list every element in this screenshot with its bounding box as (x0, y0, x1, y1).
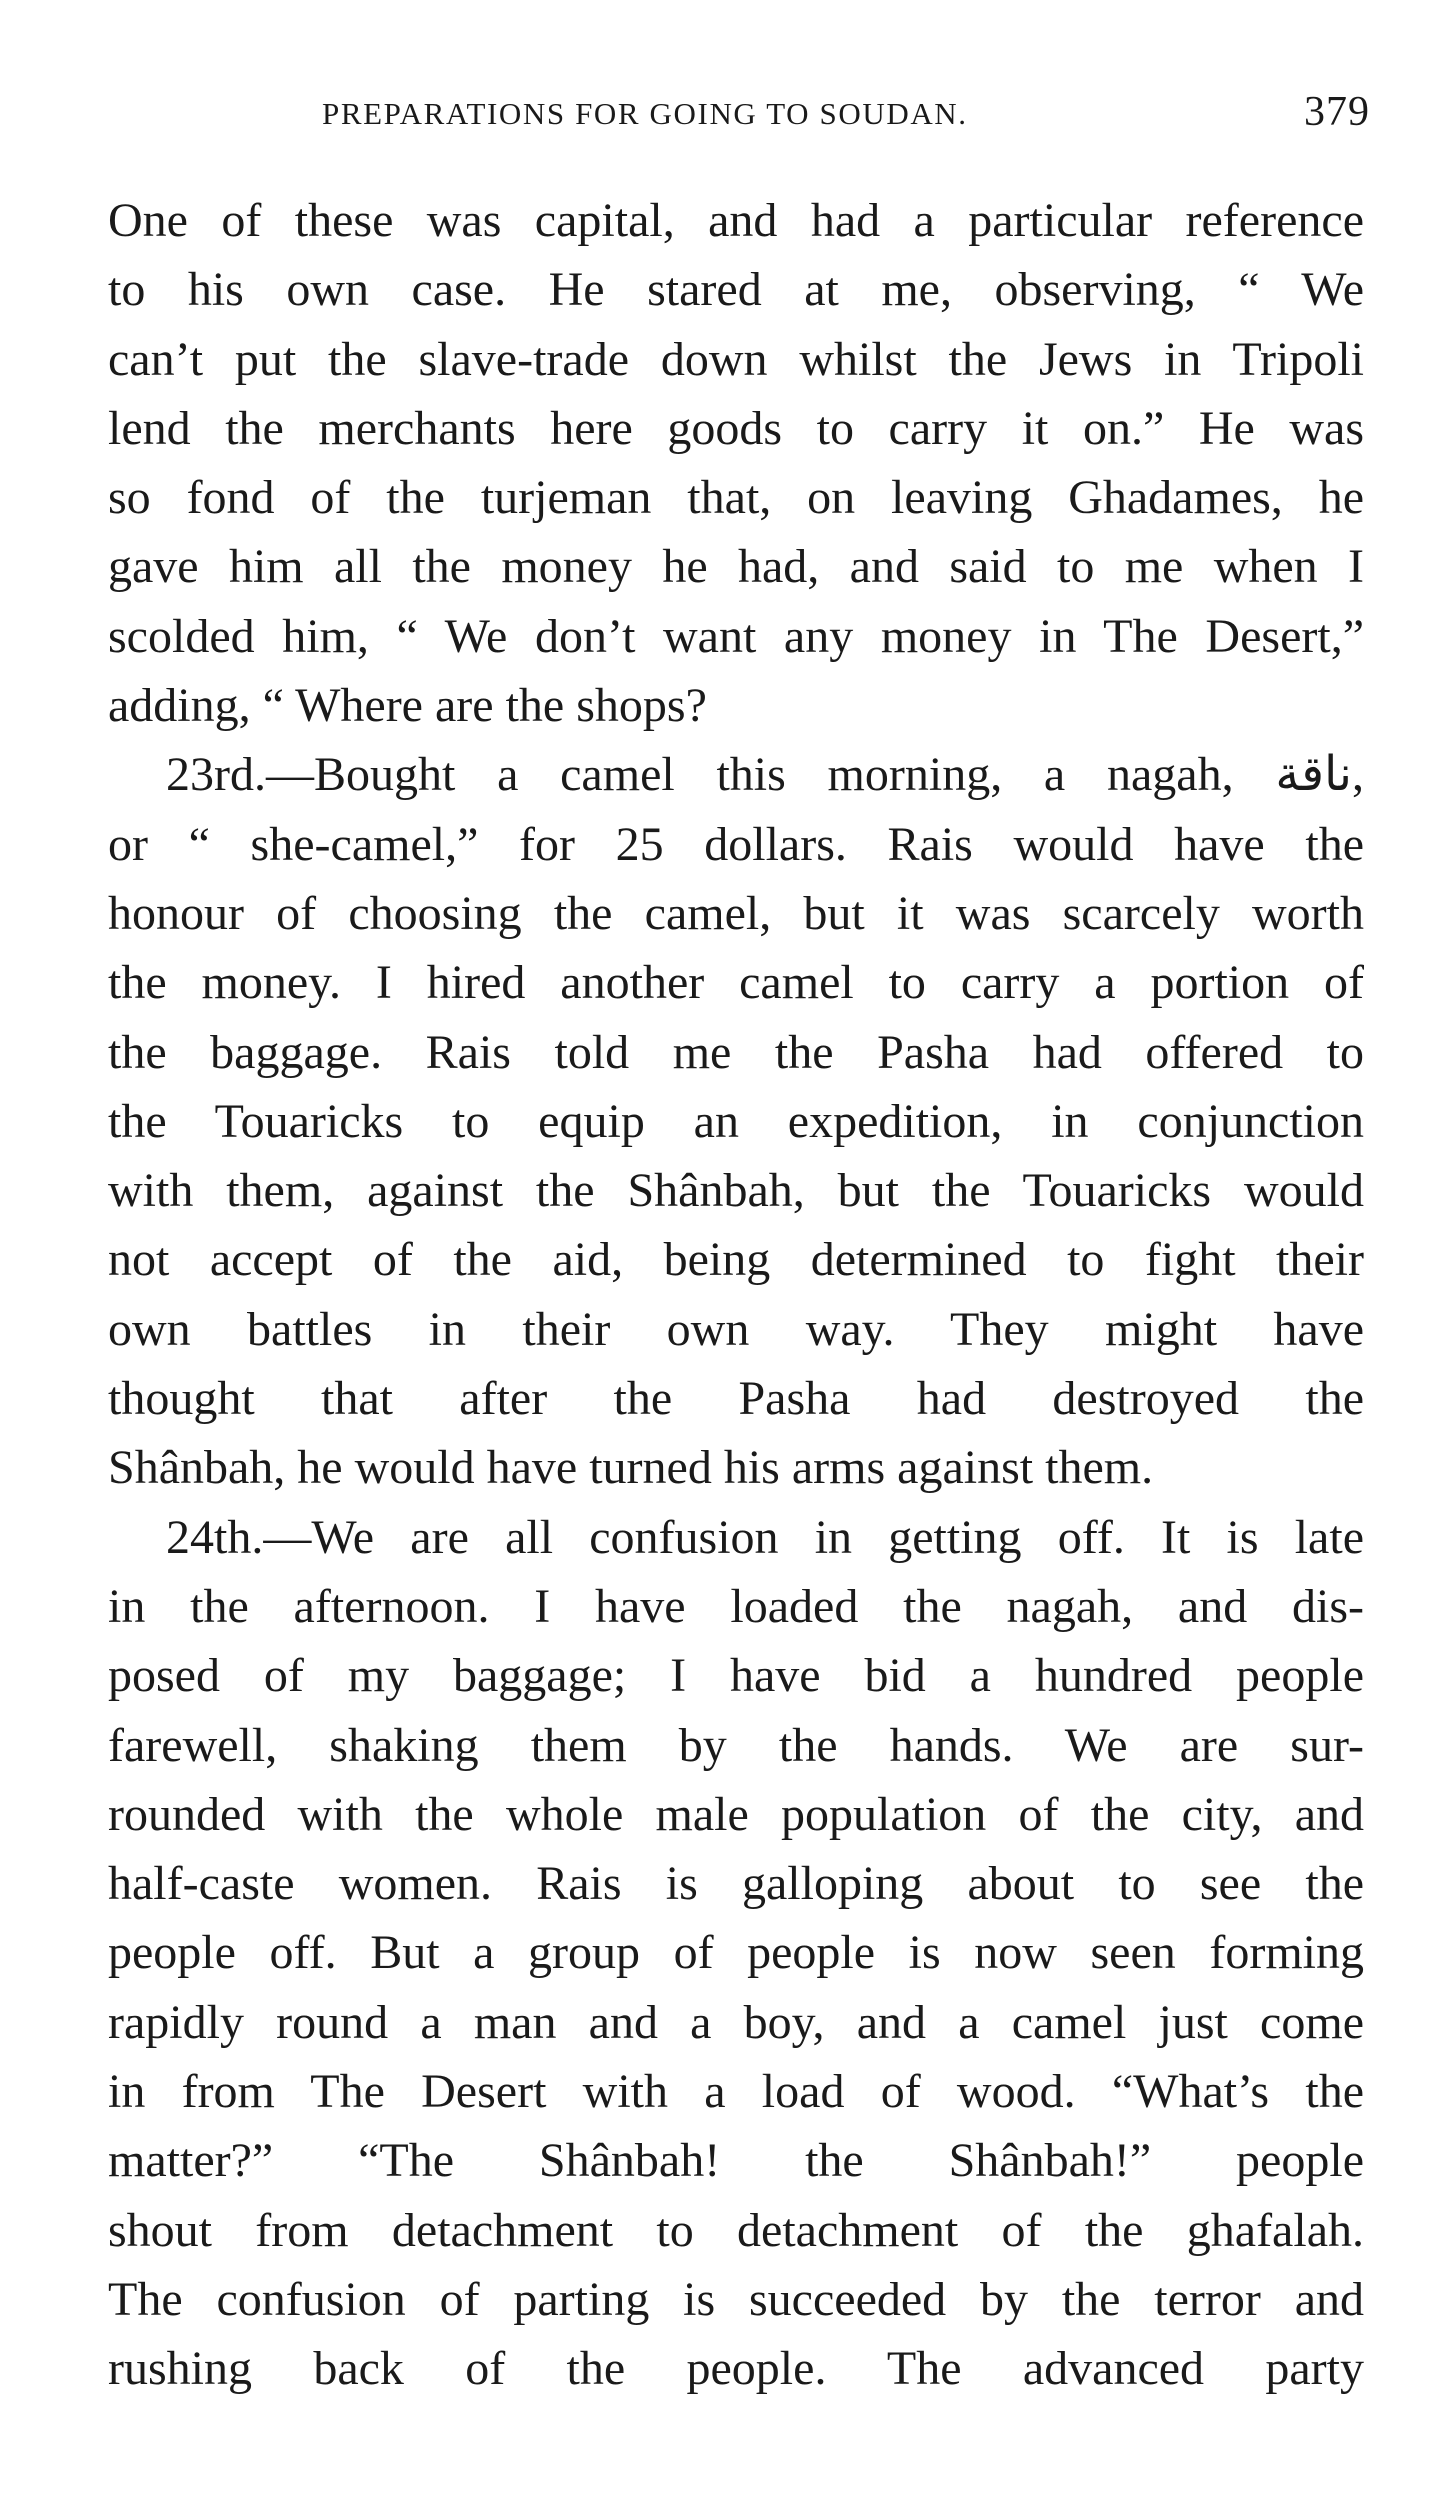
text-line: the Touaricks to equip an expedition, in conjunction (108, 1094, 1364, 1148)
text-line: with them, against the Shânbah, but the Touaricks would (108, 1164, 1364, 1218)
text-line: rapidly round a man and a boy, and a camel just come (108, 1995, 1364, 2049)
text-line: thought that after the Pasha had destroyed the (108, 1372, 1364, 1426)
text-line: honour of choosing the camel, but it was scarcely worth (108, 886, 1364, 940)
text-line: 23rd.—Bought a camel this morning, a nagah, ناقة, (166, 748, 1364, 802)
text-line: shout from detachment to detachment of the ghafalah. (108, 2203, 1364, 2257)
text-line: gave him all the money he had, and said to me when I (108, 540, 1364, 594)
text-line: rounded with the whole male population of the city, and (108, 1787, 1364, 1841)
text-line: One of these was capital, and had a particular reference (108, 194, 1364, 247)
text-line: 24th.—We are all confusion in getting off. It is late (166, 1510, 1364, 1564)
text-line: lend the merchants here goods to carry it on.” He was (108, 401, 1364, 455)
text-line: The confusion of parting is succeeded by the terror and (108, 2272, 1364, 2326)
running-head: PREPARATIONS FOR GOING TO SOUDAN. (322, 96, 968, 131)
page-header (300, 88, 1370, 148)
text-line: to his own case. He stared at me, observing, “ We (108, 263, 1364, 317)
text-line: rushing back of the people. The advanced party (108, 2342, 1364, 2396)
text-line: not accept of the aid, being determined to fight their (108, 1233, 1364, 1287)
body-text (108, 186, 1364, 2404)
text-line: the baggage. Rais told me the Pasha had offered to (108, 1025, 1364, 1079)
text-line: so fond of the turjeman that, on leaving Ghadames, he (108, 471, 1364, 525)
text-line: half-caste women. Rais is galloping about to see the (108, 1857, 1364, 1911)
text-line: in from The Desert with a load of wood. “What’s the (108, 2065, 1364, 2119)
text-line: the money. I hired another camel to carry a portion of (108, 956, 1364, 1010)
text-line: people off. But a group of people is now seen forming (108, 1926, 1364, 1980)
text-line: posed of my baggage; I have bid a hundred people (108, 1649, 1364, 1703)
text-line: own battles in their own way. They might have (108, 1302, 1364, 1356)
text-line: in the afternoon. I have loaded the nagah, and dis- (108, 1579, 1364, 1633)
text-line: or “ she-camel,” for 25 dollars. Rais would have the (108, 817, 1364, 871)
text-line: scolded him, “ We don’t want any money in The Desert,” (108, 609, 1364, 663)
text-line: adding, “ Where are the shops? (108, 679, 707, 733)
page-number: 379 (1304, 89, 1370, 135)
text-line: matter?” “The Shânbah! the Shânbah!” people (108, 2134, 1364, 2188)
text-line: can’t put the slave-trade down whilst the Jews in Tripoli (108, 332, 1364, 386)
text-line: Shânbah, he would have turned his arms against them. (108, 1441, 1154, 1495)
text-line: farewell, shaking them by the hands. We are sur- (108, 1718, 1364, 1772)
